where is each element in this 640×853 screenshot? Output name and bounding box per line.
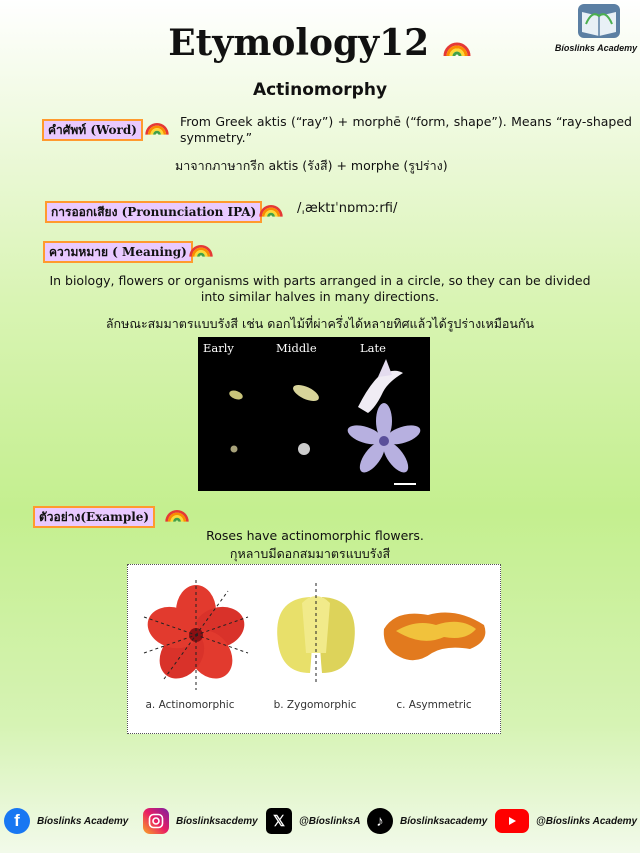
rainbow-icon	[164, 502, 190, 524]
rainbow-icon	[188, 237, 214, 259]
page-title	[0, 22, 640, 64]
example-sentence-en: Roses have actinomorphic flowers.	[206, 528, 424, 543]
youtube-handle: @Bíoslinks Academy	[536, 815, 638, 827]
word-label-row	[42, 119, 143, 138]
pronunciation-ipa: /ˌæktɪˈnɒmɔːrfi/	[297, 201, 398, 216]
flower-stages-illustration	[198, 337, 430, 491]
youtube-icon	[495, 809, 529, 833]
title-text: Etymology12	[168, 22, 430, 64]
rainbow-icon	[442, 34, 472, 58]
caption-zygomorphic: b. Zygomorphic	[273, 699, 357, 711]
tiktok-link[interactable]	[367, 806, 487, 836]
tiktok-handle: Bíoslinksacademy	[400, 815, 488, 827]
flower-development-photo	[198, 337, 430, 491]
word-label: คำศัพท์ (Word)	[42, 119, 143, 141]
stage-label-middle: Middle	[276, 341, 317, 355]
caption-asymmetric: c. Asymmetric	[396, 699, 472, 711]
tiktok-icon: ♪	[367, 808, 393, 834]
meaning-definition-th: ลักษณะสมมาตรแบบรังสี เช่น ดอกไม้ที่ผ่าครึ่งได้หลายทิศแล้วได้รูปร่างเหมือนกัน	[105, 316, 535, 331]
instagram-handle: Bíoslinksacdemy	[176, 815, 258, 827]
caption-actinomorphic: a. Actinomorphic	[145, 699, 235, 711]
brand-name: Bíoslinks Academy	[554, 43, 638, 53]
facebook-icon: f	[4, 808, 30, 834]
example-label: ตัวอย่าง(Example)	[33, 506, 155, 528]
stage-label-early: Early	[203, 341, 234, 355]
example-sentence-th: กุหลาบมีดอกสมมาตรแบบรังสี	[229, 546, 391, 561]
facebook-handle: Bíoslinks Academy	[37, 815, 129, 827]
rainbow-icon	[144, 115, 170, 137]
pronunciation-label: การออกเสียง (Pronunciation IPA)	[45, 201, 262, 223]
instagram-link[interactable]	[143, 806, 258, 836]
meaning-label-row	[43, 241, 193, 260]
x-handle: @BíoslinksA	[299, 815, 361, 827]
book-logo-icon	[574, 2, 624, 42]
word-definition-th: มาจากภาษากรีก aktis (รังสี) + morphe (รูปร่าง)	[175, 158, 448, 173]
facebook-link[interactable]	[4, 806, 128, 836]
x-link[interactable]	[266, 806, 360, 836]
rainbow-icon	[258, 197, 284, 219]
x-icon: 𝕏	[266, 808, 292, 834]
youtube-link[interactable]	[495, 806, 637, 836]
meaning-label: ความหมาย ( Meaning)	[43, 241, 193, 263]
word-definition-en: From Greek aktis (“ray”) + morphē (“form, shape”). Means “ray-shaped symmetry.”	[180, 114, 632, 145]
symmetry-flowers-illustration	[128, 565, 500, 695]
word-subtitle: Actinomorphy	[252, 80, 388, 100]
example-label-row	[33, 506, 155, 525]
stage-label-late: Late	[360, 341, 386, 355]
symmetry-figure	[127, 564, 501, 734]
instagram-icon	[143, 808, 169, 834]
meaning-definition-en: In biology, flowers or organisms with parts arranged in a circle, so they can be divided into similar halves in many directions.	[49, 273, 591, 304]
pronunciation-label-row	[45, 201, 262, 220]
